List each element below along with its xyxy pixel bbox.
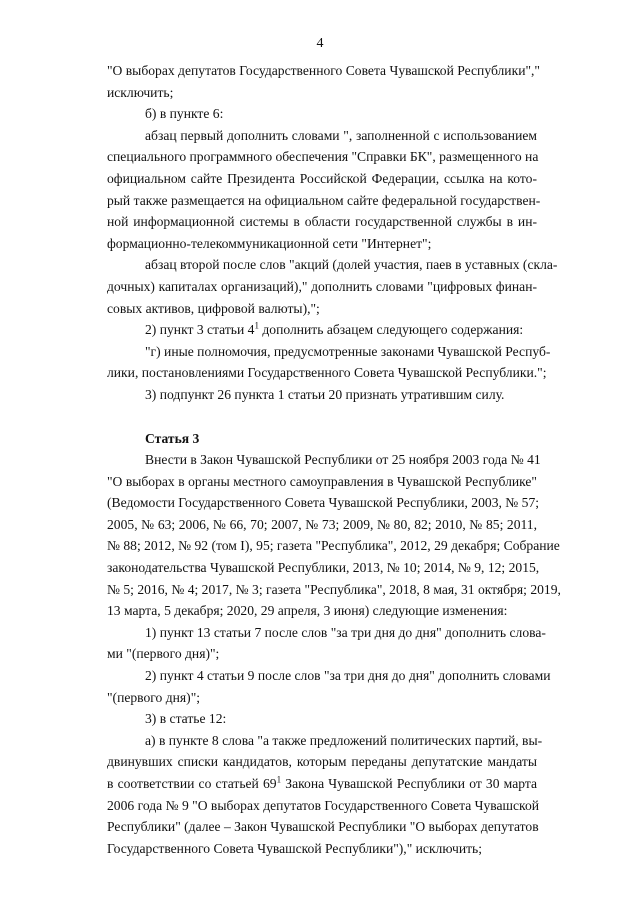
text-line: 13 марта, 5 декабря; 2020, 29 апреля, 3 июня) следующие изменения: — [107, 603, 508, 619]
text-line: "г) иные полномочия, предусмотренные законами Чувашской Респуб- — [145, 343, 551, 359]
text-fragment: в соответствии со статьей 69 — [107, 776, 277, 791]
superscript: 1 — [276, 774, 282, 785]
text-line: 1) пункт 13 статьи 7 после слов "за три дня до дня" дополнить слова- — [145, 624, 546, 640]
text-line: абзац первый дополнить словами ", заполненной с использованием — [145, 127, 537, 143]
text-line: 2) пункт 4 статьи 9 после слов "за три дня до дня" дополнить словами — [145, 668, 551, 684]
text-line: исключить; — [107, 84, 174, 100]
text-line: 2006 года № 9 "О выборах депутатов Государственного Совета Чувашской — [107, 797, 540, 813]
text-line — [107, 773, 537, 795]
page-number: 4 — [316, 36, 324, 51]
text-line: Внести в Закон Чувашской Республики от 25 ноября 2003 года № 41 — [145, 452, 541, 468]
text-line: рый также размещается на официальном сайте федеральной государствен- — [107, 192, 541, 208]
text-fragment: дополнить абзацем следующего содержания: — [258, 322, 524, 338]
text-line: 3) в статье 12: — [145, 711, 227, 727]
text-line: совых активов, цифровой валюты),"; — [107, 300, 320, 316]
text-line: ной информационной системы в области государственной службы в ин- — [107, 214, 537, 230]
text-line: б) в пункте 6: — [145, 106, 224, 122]
text-line: № 88; 2012, № 92 (том I), 95; газета "Республика", 2012, 29 декабря; Собрание — [107, 538, 560, 554]
paragraph-gap — [107, 406, 537, 428]
text-line: специального программного обеспечения "Справки БК", размещенного на — [107, 149, 539, 165]
text-line: а) в пункте 8 слова "а также предложений политических партий, вы- — [145, 732, 543, 748]
document-body — [107, 60, 561, 859]
text-line: дочных) капиталах организаций)," дополнить словами "цифровых финан- — [107, 278, 537, 294]
text-line: лики, постановлениями Государственного Совета Чувашской Республики."; — [107, 365, 547, 381]
text-line: законодательства Чувашской Республики, 2013, № 10; 2014, № 9, 12; 2015, — [107, 560, 540, 576]
text-line: "О выборах депутатов Государственного Совета Чувашской Республики"," — [107, 63, 540, 78]
text-line — [107, 319, 537, 341]
text-line: 3) подпункт 26 пункта 1 статьи 20 признать утратившим силу. — [145, 386, 505, 402]
text-line: Республики" (далее – Закон Чувашской Республики "О выборах депутатов — [107, 819, 539, 835]
text-line: "(первого дня)"; — [107, 689, 201, 705]
text-fragment: 2) пункт 3 статьи 4 — [145, 322, 255, 338]
text-line: № 5; 2016, № 4; 2017, № 3; газета "Республика", 2018, 8 мая, 31 октября; 2019, — [107, 581, 561, 597]
text-line: (Ведомости Государственного Совета Чувашской Республики, 2003, № 57; — [107, 495, 540, 511]
text-line: Государственного Совета Чувашской Республики")," исключить; — [107, 840, 483, 856]
article-heading: Статья 3 — [145, 430, 200, 446]
text-line: ми "(первого дня)"; — [107, 646, 220, 662]
text-line: официальном сайте Президента Российской Федерации, ссылка на кото- — [107, 170, 537, 186]
superscript: 1 — [254, 320, 259, 331]
text-line: абзац второй после слов "акций (долей участия, паев в уставных (скла- — [145, 257, 558, 273]
text-line: 2005, № 63; 2006, № 66, 70; 2007, № 73; 2009, № 80, 82; 2010, № 85; 2011, — [107, 516, 537, 532]
text-line: формационно-телекоммуникационной сети "Интернет"; — [107, 235, 432, 251]
text-line: двинувших списки кандидатов, которым переданы депутатские мандаты — [107, 754, 537, 770]
text-line: "О выборах в органы местного самоуправления в Чувашской Республике" — [107, 473, 537, 489]
text-fragment: Закона Чувашской Республики от 30 марта — [281, 776, 537, 791]
